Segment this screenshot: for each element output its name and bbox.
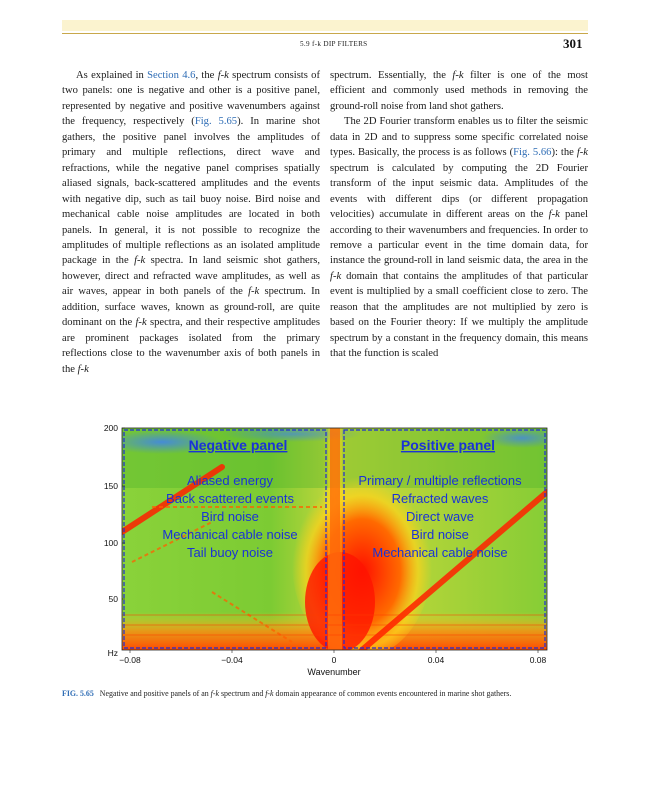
event-cable-noise-neg: Mechanical cable noise [162,527,298,542]
figure-link-5-66[interactable]: Fig. 5.66 [513,147,552,159]
section-link[interactable]: Section 4.6 [147,70,196,81]
x-tick-0-08: 0.08 [529,655,547,665]
left-column [62,68,320,377]
event-primary-multiple: Primary / multiple reflections [358,473,522,488]
x-tick-0-04: 0.04 [427,655,445,665]
event-back-scattered: Back scattered events [166,491,294,506]
event-bird-noise-pos: Bird noise [411,527,469,542]
y-tick-50: 50 [108,594,118,604]
y-axis-ticks [104,423,118,658]
x-axis-label: Wavenumber [307,667,361,677]
event-refracted: Refracted waves [391,491,489,506]
paragraph-2: spectrum. Essentially, the f-k filter is one of the most efficient and commonly used methods in removing the ground-roll noise from land shot gathers. [330,70,588,112]
figure-caption: FIG. 5.65 Negative and positive panels of an f-k spectrum and f-k domain appearance of common events encountered in marine shot gathers. [62,689,512,698]
x-tick-neg-0-04: −0.04 [221,655,243,665]
x-tick-0: 0 [331,655,337,665]
event-cable-noise-pos: Mechanical cable noise [372,545,508,560]
header-band [62,20,588,31]
fk-spectrum-plot [92,412,562,686]
event-aliased-energy: Aliased energy [187,473,273,488]
x-tick-marks [130,650,538,653]
page-number: 301 [563,36,583,51]
header-rule [62,33,588,34]
x-axis-ticks [119,655,546,665]
paragraph-3: The 2D Fourier transform enables us to filter the seismic data in 2D and to suppress some specific correlated noise types. Basically, the process is as follows (Fig. 5.66): the f-k spectrum is calculated by computing the 2D Fourier transform of the input seismic data. Amplitudes of the events with different dips (or different propagation velocities) accumulate in different areas on the f-k panel according to their wavenumbers and frequencies. In order to remove a particular event in the time domain data, for instance the ground-roll in land seismic data, the area in the f-k domain that contains the amplitudes of that particular event is multiplied by a small coefficient close to zero. The reason that the amplitudes are not multiplied by zero is based on the Fourier theory: If we multiply the amplitude spectrum by a constant in the frequency domain, this means that the function is scaled [330,116,588,360]
y-tick-200: 200 [103,423,118,433]
y-tick-150: 150 [103,481,118,491]
event-tail-buoy: Tail buoy noise [187,545,273,560]
positive-panel-title: Positive panel [400,437,496,453]
y-axis-unit: Hz [107,648,118,658]
caption-label: FIG. 5.65 [62,689,94,698]
figure-fk-spectrum [92,412,562,686]
event-direct-wave: Direct wave [406,509,474,524]
paragraph-1: As explained in Section 4.6, the f-k spectrum consists of two panels: one is negative and other is a positive panel, represented by negative and positive wavenumbers against the frequency, respectively (Fig. 5.65). In marine shot gathers, the positive panel involves the amplitudes of primary and multiple reflections, direct wave and refractions, while the negative panel comprises spatially aliased signals, back-scattered amplitudes and the events with negative dip, such as tail buoy noise. Bird noise and mechanical cable noise amplitudes are located in both panels. In general, it is not possible to recognize the amplitudes of multiple reflections as an isolated amplitude package in the f-k spectra. In land seismic shot gathers, however, direct and refracted wave amplitudes, as well as air waves, appear in both panels of the f-k spectrum. In addition, surface waves, known as ground-roll, are quite dominant on the f-k spectra, and their respective amplitudes are prominent packages isolated from the primary reflections close to the wavenumber axis of both panels in the f-k [62,70,321,375]
event-bird-noise-neg: Bird noise [201,509,259,524]
running-head: 5.9 f-k DIP FILTERS [300,40,368,48]
right-column [330,68,588,362]
figure-link-5-65[interactable]: Fig. 5.65 [194,116,238,128]
y-tick-100: 100 [103,538,118,548]
x-tick-neg-0-08: −0.08 [119,655,141,665]
negative-panel-title: Negative panel [188,437,288,453]
